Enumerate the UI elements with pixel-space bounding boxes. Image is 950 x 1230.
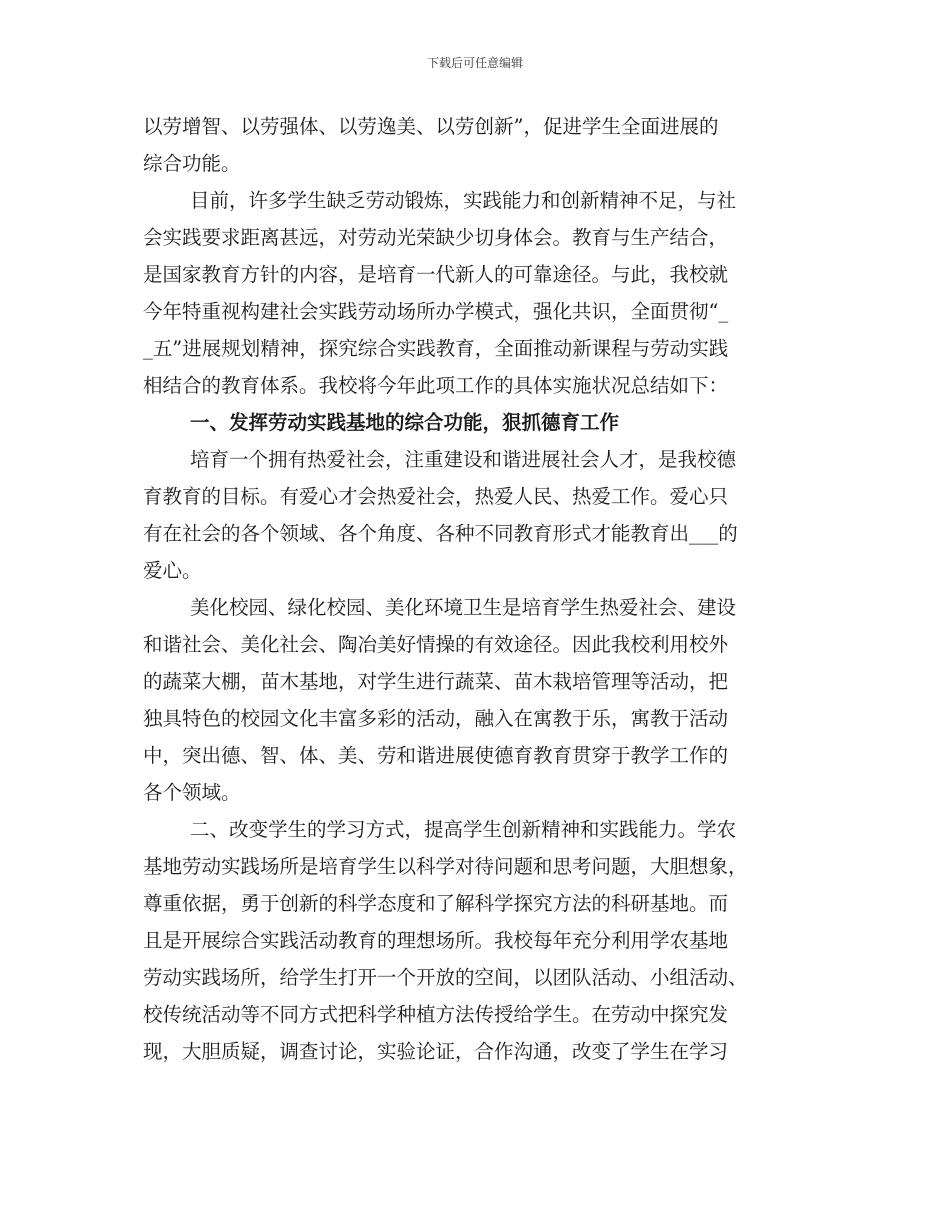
text-line: 和谐社会、美化社会、陶冶美好情操的有效途径。因此我校利用校外 [143,633,729,656]
text-line: 且是开展综合实践活动教育的理想场所。我校每年充分利用学农基地 [143,929,729,952]
text-line: 培育一个拥有热爱社会，注重建设和谐进展社会人才，是我校德 [190,448,737,471]
text-line: 的蔬菜大棚，苗木基地，对学生进行蔬菜、苗木栽培管理等活动，把 [143,670,729,693]
text-line: 爱心。 [143,559,202,582]
text-line: 有在社会的各个领域、各个角度、各种不同教育形式才能教育出___的 [143,522,738,545]
page-header: 下载后可任意编辑 [426,56,523,70]
document-body [143,108,813,1070]
text-line: 独具特色的校园文化丰富多彩的活动，融入在寓教于乐，寓教于活动 [143,707,729,730]
text-line: 相结合的教育体系。我校将今年此项工作的具体实施状况总结如下： [143,374,729,397]
text-line: 综合功能。 [143,152,241,175]
text-line: 美化校园、绿化校园、美化环境卫生是培育学生热爱社会、建设 [190,596,737,619]
text-line: 各个领域。 [143,781,241,804]
text-line: 基地劳动实践场所是培育学生以科学对待问题和思考问题，大胆想象， [143,855,748,878]
section-heading: 一、发挥劳动实践基地的综合功能，狠抓德育工作 [190,411,620,434]
text-line: 今年特重视构建社会实践劳动场所办学模式，强化共识，全面贯彻“_ [143,300,729,323]
text-line: 目前，许多学生缺乏劳动锻炼，实践能力和创新精神不足，与社 [190,189,737,212]
text-line: 育教育的目标。有爱心才会热爱社会，热爱人民、热爱工作。爱心只 [143,485,729,508]
text-line: 以劳增智、以劳强体、以劳逸美、以劳创新”，促进学生全面进展的 [143,115,719,138]
text-line: 是国家教育方针的内容，是培育一代新人的可靠途径。与此，我校就 [143,263,729,286]
text-line: _五”进展规划精神，探究综合实践教育，全面推动新课程与劳动实践 [143,337,729,360]
text-line: 尊重依据，勇于创新的科学态度和了解科学探究方法的科研基地。而 [143,892,729,915]
text-line: 会实践要求距离甚远，对劳动光荣缺少切身体会。教育与生产结合， [143,226,729,249]
text-line: 中，突出德、智、体、美、劳和谐进展使德育教育贯穿于教学工作的 [143,744,729,767]
text-line: 二、改变学生的学习方式，提高学生创新精神和实践能力。学农 [190,818,737,841]
text-line: 校传统活动等不同方式把科学种植方法传授给学生。在劳动中探究发 [143,1003,729,1026]
text-line: 现，大胆质疑，调查讨论，实验论证，合作沟通，改变了学生在学习 [143,1040,729,1063]
text-line: 劳动实践场所，给学生打开一个开放的空间，以团队活动、小组活动、 [143,966,748,989]
